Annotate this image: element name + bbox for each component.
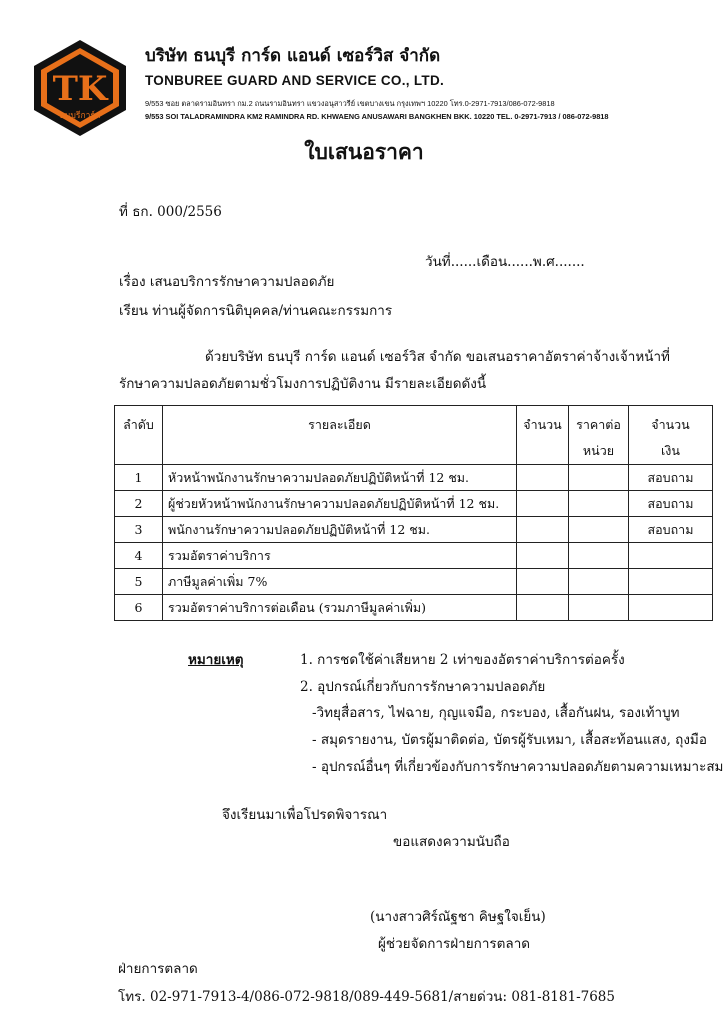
- table-row: [115, 465, 713, 491]
- signer-name: (นางสาวศิร์ณัฐชา คิษฐใจเย็น): [370, 909, 546, 925]
- signer-position: ผู้ช่วยจัดการฝ่ายการตลาด: [378, 936, 531, 952]
- row-detail: รวมอัตราค่าบริการ: [163, 543, 517, 569]
- row-no: 2: [115, 491, 163, 517]
- company-name-en: TONBUREE GUARD AND SERVICE CO., LTD.: [145, 73, 445, 88]
- row-unit-price: [569, 517, 629, 543]
- row-detail: ภาษีมูลค่าเพิ่ม 7%: [163, 569, 517, 595]
- note-sub-item-3: - อุปกรณ์อื่นๆ ที่เกี่ยวข้องกับการรักษาความปลอดภัยตามความเหมาะสม: [312, 759, 724, 775]
- row-detail: หัวหน้าพนักงานรักษาความปลอดภัยปฏิบัติหน้าที่ 12 ชม.: [163, 465, 517, 491]
- row-unit-price: [569, 491, 629, 517]
- row-no: 4: [115, 543, 163, 569]
- row-qty: [517, 595, 569, 621]
- header-detail: รายละเอียด: [163, 406, 517, 465]
- document-title: ใบเสนอราคา: [304, 140, 424, 164]
- row-amount: [629, 543, 713, 569]
- row-qty: [517, 465, 569, 491]
- row-qty: [517, 517, 569, 543]
- note-sub-item-1: -วิทยุสื่อสาร, ไฟฉาย, กุญแจมือ, กระบอง, เสื้อกันฝน, รองเท้าบูท: [312, 705, 680, 721]
- intro-paragraph-line-1: ด้วยบริษัท ธนบุรี การ์ด แอนด์ เซอร์วิส จำกัด ขอเสนอราคาอัตราค่าจ้างเจ้าหน้าที่: [205, 349, 670, 365]
- table-row: [115, 491, 713, 517]
- table-header-row: [115, 406, 713, 465]
- header-amount-line2: เงิน: [661, 443, 680, 458]
- note-item-2: 2. อุปกรณ์เกี่ยวกับการรักษาความปลอดภัย: [300, 679, 546, 695]
- row-amount: สอบถาม: [629, 517, 713, 543]
- header-unit-price: [569, 406, 629, 465]
- row-qty: [517, 543, 569, 569]
- row-amount: [629, 595, 713, 621]
- table-row: [115, 595, 713, 621]
- intro-paragraph-line-2: รักษาความปลอดภัยตามชั่วโมงการปฏิบัติงาน มีรายละเอียดดังนี้: [119, 376, 487, 392]
- department-label: ฝ่ายการตลาด: [118, 961, 198, 977]
- row-no: 5: [115, 569, 163, 595]
- row-unit-price: [569, 543, 629, 569]
- company-name-th: บริษัท ธนบุรี การ์ด แอนด์ เซอร์วิส จำกัด: [145, 46, 441, 66]
- row-no: 1: [115, 465, 163, 491]
- contact-phone: โทร. 02-971-7913-4/086-072-9818/089-449-5681/สายด่วน: 081-8181-7685: [118, 989, 615, 1005]
- row-qty: [517, 491, 569, 517]
- header-qty: จำนวน: [517, 406, 569, 465]
- row-qty: [517, 569, 569, 595]
- row-no: 3: [115, 517, 163, 543]
- recipient-line: เรียน ท่านผู้จัดการนิติบุคคล/ท่านคณะกรรมการ: [119, 303, 393, 319]
- quotation-table: [114, 405, 713, 621]
- logo-letters: TK: [52, 69, 108, 109]
- note-item-1: 1. การชดใช้ค่าเสียหาย 2 เท่าของอัตราค่าบริการต่อครั้ง: [300, 652, 625, 668]
- row-unit-price: [569, 465, 629, 491]
- row-no: 6: [115, 595, 163, 621]
- note-sub-item-2: - สมุดรายงาน, บัตรผู้มาติดต่อ, บัตรผู้รับเหมา, เสื้อสะท้อนแสง, ถุงมือ: [312, 732, 707, 748]
- row-amount: สอบถาม: [629, 465, 713, 491]
- closing-line: จึงเรียนมาเพื่อโปรดพิจารณา: [222, 807, 388, 823]
- table-row: [115, 569, 713, 595]
- row-detail: พนักงานรักษาความปลอดภัยปฏิบัติหน้าที่ 12 ชม.: [163, 517, 517, 543]
- notes-heading: หมายเหตุ: [188, 652, 244, 668]
- table-row: [115, 517, 713, 543]
- company-address-en: 9/553 SOI TALADRAMINDRA KM2 RAMINDRA RD. KHWAENG ANUSAWARI BANGKHEN BKK. 10220 TEL. 0-2971-7913 / 086-072-9818: [145, 112, 609, 121]
- company-address-th: 9/553 ซอย ตลาดรามอินทรา กม.2 ถนนรามอินทรา แขวงอนุสาวรีย์ เขตบางเขน กรุงเทพฯ 10220 โทร.0-2971-7913/086-072-9818: [145, 99, 555, 108]
- company-logo: [30, 38, 130, 138]
- header-unit-price-line2: หน่วย: [582, 443, 615, 458]
- logo-caption: ธนบุรีการ์ด: [59, 111, 101, 121]
- reference-number: ที่ ธก. 000/2556: [119, 204, 222, 220]
- shield-logo-icon: [30, 38, 130, 138]
- header-amount-line1: จำนวน: [651, 417, 690, 432]
- row-amount: สอบถาม: [629, 491, 713, 517]
- row-unit-price: [569, 569, 629, 595]
- table-row: [115, 543, 713, 569]
- header-unit-price-line1: ราคาต่อ: [576, 417, 621, 432]
- header-no: ลำดับ: [115, 406, 163, 465]
- row-unit-price: [569, 595, 629, 621]
- row-amount: [629, 569, 713, 595]
- subject-line: เรื่อง เสนอบริการรักษาความปลอดภัย: [119, 274, 335, 290]
- regards-line: ขอแสดงความนับถือ: [393, 834, 510, 850]
- date-line: วันที่......เดือน......พ.ศ.......: [425, 254, 585, 270]
- header-amount: [629, 406, 713, 465]
- row-detail: รวมอัตราค่าบริการต่อเดือน (รวมภาษีมูลค่าเพิ่ม): [163, 595, 517, 621]
- row-detail: ผู้ช่วยหัวหน้าพนักงานรักษาความปลอดภัยปฏิบัติหน้าที่ 12 ชม.: [163, 491, 517, 517]
